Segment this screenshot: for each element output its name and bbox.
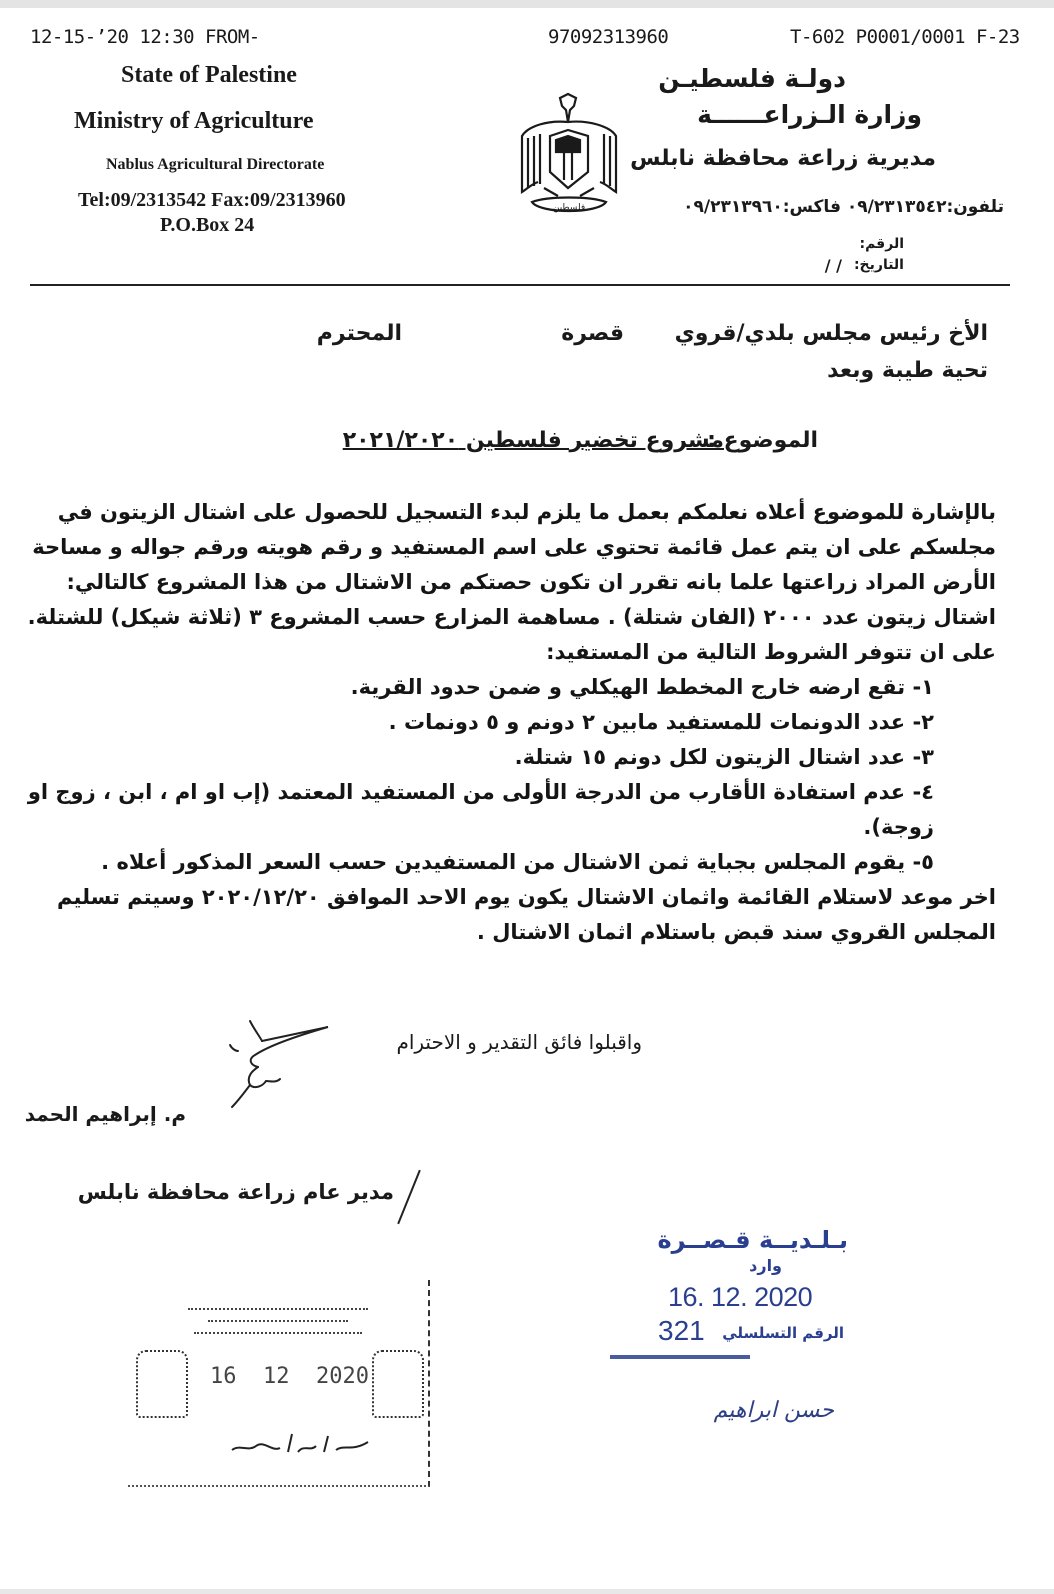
top-border	[0, 0, 1054, 8]
date-label: التاريخ:	[853, 257, 904, 273]
letterhead-ministry-ar: وزارة الـزراعــــــة	[697, 100, 922, 129]
outgoing-stamp-text-lines	[188, 1300, 368, 1350]
bottom-border	[0, 1589, 1054, 1594]
header-divider	[30, 284, 1010, 286]
palestine-emblem-icon	[518, 92, 620, 222]
body-line: بالإشارة للموضوع أعلاه نعلمكم بعمل ما يلزم لبدء التسجيل للحصول على اشتال الزيتون في	[57, 500, 996, 524]
condition-item: ١- تقع ارضه خارج المخطط الهيكلي و ضمن حدود القرية.	[350, 675, 934, 699]
emblem-label: فلسطين	[552, 203, 586, 213]
letterhead-ministry-en: Ministry of Agriculture	[74, 108, 314, 134]
condition-item: زوجة).	[863, 815, 934, 839]
signature-icon	[200, 1015, 340, 1125]
body-line: الأرض المراد زراعتها علما بانه تقرر ان تكون حصتكم من الاشتال من هذا المشروع كالتالي:	[66, 570, 996, 594]
date-blank: / /	[824, 256, 842, 275]
signatory-title: مدير عام زراعة محافظة نابلس	[77, 1180, 394, 1204]
subject-label: الموضوع :	[707, 428, 818, 453]
reference-number-label: الرقم:	[859, 236, 904, 252]
received-stamp-incoming: وارد	[749, 1256, 782, 1275]
letterhead-pobox: P.O.Box 24	[160, 214, 255, 236]
letterhead-state-en: State of Palestine	[121, 62, 297, 88]
regards: واقبلوا فائق التقدير و الاحترام	[396, 1030, 642, 1054]
letterhead-contact-en: Tel:09/2313542 Fax:09/2313960	[78, 189, 346, 211]
condition-item: ٤- عدم استفادة الأقارب من الدرجة الأولى من المستفيد المعتمد (إب او ام ، ابن ، زوج او	[27, 780, 934, 804]
slash-mark	[397, 1170, 421, 1225]
subject-title: مشروع تخضير فلسطين ٢٠٢١/٢٠٢٠	[342, 428, 724, 453]
fax-timestamp: 12-15-’20 12:30 FROM-	[30, 26, 260, 48]
received-stamp-underline	[610, 1355, 750, 1359]
letterhead-directorate-en: Nablus Agricultural Directorate	[106, 156, 325, 173]
received-stamp-serial-label: الرقم التسلسلي	[722, 1324, 844, 1342]
greeting: تحية طيبة وبعد	[827, 358, 988, 383]
received-stamp-serial: 321	[658, 1315, 705, 1346]
outgoing-stamp-date: 16 12 2020	[210, 1364, 369, 1389]
received-stamp-municipality: بـلـديــة قـصــرة	[657, 1226, 848, 1254]
closing-line: المجلس القروي سند قبض باستلام اثمان الاشتال .	[476, 920, 996, 944]
outgoing-stamp	[128, 1280, 430, 1487]
recipient: الأخ رئيس مجلس بلدي/قروي	[674, 321, 988, 346]
letterhead-contact-ar: تلفون:٠٩/٢٣١٣٥٤٢ فاكس:٠٩/٢٣١٣٩٦٠	[683, 197, 1004, 217]
closing-line: اخر موعد لاستلام القائمة واثمان الاشتال يكون يوم الاحد الموافق ٢٠٢٠/١٢/٢٠ وسيتم تسليم	[57, 885, 996, 909]
outgoing-stamp-emblem-left-icon	[136, 1350, 188, 1418]
received-handwritten-note: حسن ابراهيم	[713, 1398, 834, 1423]
recipient-honorific: المحترم	[316, 321, 402, 346]
condition-item: ٥- يقوم المجلس بجباية ثمن الاشتال من المستفيدين حسب السعر المذكور أعلاه .	[101, 850, 934, 874]
outgoing-stamp-handwriting	[228, 1430, 378, 1458]
outgoing-stamp-emblem-right-icon	[372, 1350, 424, 1418]
letterhead-state-ar: دولـة فلسطيـن	[658, 64, 846, 93]
body-line: على ان تتوفر الشروط التالية من المستفيد:	[546, 640, 996, 664]
condition-item: ٢- عدد الدونمات للمستفيد مابين ٢ دونم و ٥ دونمات .	[388, 710, 934, 734]
fax-page-ref: T-602 P0001/0001 F-23	[790, 26, 1020, 48]
received-stamp-date: 16. 12. 2020	[668, 1282, 813, 1312]
condition-item: ٣- عدد اشتال الزيتون لكل دونم ١٥ شتلة.	[514, 745, 934, 769]
letterhead-directorate-ar: مديرية زراعة محافظة نابلس	[630, 146, 936, 171]
signatory-name: م. إبراهيم الحمد	[24, 1102, 186, 1126]
body-line: مجلسكم على ان يتم عمل قائمة تحتوي على اسم المستفيد و رقم هويته ورقم جواله و مساحة	[32, 535, 996, 559]
body-line: اشتال زيتون عدد ٢٠٠٠ (الفان شتلة) . مساهمة المزارع حسب المشروع ٣ (ثلاثة شيكل) للشتلة.	[27, 605, 996, 629]
fax-number: 97092313960	[548, 26, 669, 48]
recipient-village: قصرة	[561, 321, 624, 346]
